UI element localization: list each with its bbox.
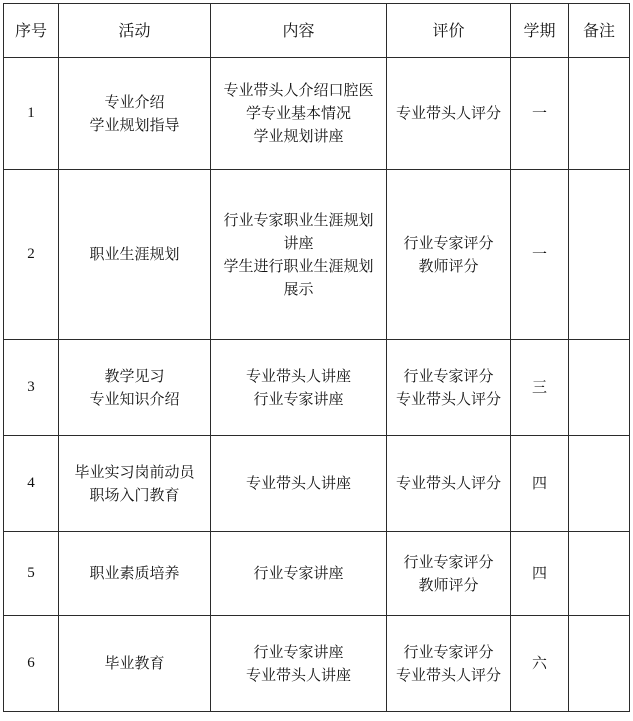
content-cell-line: 专业带头人讲座 (245, 665, 351, 684)
seq-cell: 6 (4, 616, 59, 712)
header-content: 内容 (211, 4, 387, 58)
remark-cell (569, 616, 630, 712)
table-row (4, 532, 630, 616)
content-cell (211, 58, 387, 170)
content-cell-line: 讲座 (283, 233, 314, 252)
evaluation-cell (387, 436, 511, 532)
activity-cell (59, 532, 211, 616)
content-cell-line: 学生进行职业生涯规划 (223, 256, 374, 275)
evaluation-cell-line: 行业专家评分 (403, 642, 494, 661)
activity-cell (59, 616, 211, 712)
seq-cell: 2 (4, 170, 59, 340)
term-cell: 四 (511, 532, 569, 616)
content-cell-line: 专业带头人讲座 (245, 474, 351, 492)
content-cell (211, 616, 387, 712)
evaluation-cell-line: 行业专家评分 (403, 366, 494, 385)
remark-cell (569, 436, 630, 532)
term-cell: 四 (511, 436, 569, 532)
header-activity: 活动 (59, 4, 211, 58)
table-row (4, 170, 630, 340)
activity-cell-line: 专业知识介绍 (89, 389, 180, 408)
activity-cell (59, 58, 211, 170)
evaluation-cell (387, 170, 511, 340)
header-remark: 备注 (569, 4, 630, 58)
activity-cell (59, 170, 211, 340)
content-cell-line: 学专业基本情况 (245, 104, 351, 122)
seq-cell: 3 (4, 340, 59, 436)
header-seq: 序号 (4, 4, 59, 58)
table-header-row (4, 4, 630, 58)
evaluation-cell-line: 教师评分 (418, 256, 479, 275)
content-cell-line: 专业带头人讲座 (245, 366, 351, 385)
activity-schedule-table (3, 3, 630, 712)
remark-cell (569, 532, 630, 616)
remark-cell (569, 340, 630, 436)
evaluation-cell (387, 340, 511, 436)
seq-cell: 5 (4, 532, 59, 616)
activity-cell-line: 教学见习 (104, 366, 165, 385)
evaluation-cell (387, 616, 511, 712)
remark-cell (569, 58, 630, 170)
term-cell: 一 (511, 58, 569, 170)
content-cell (211, 170, 387, 340)
activity-cell (59, 436, 211, 532)
activity-cell-line: 毕业教育 (104, 654, 165, 672)
content-cell-line: 行业专家讲座 (253, 564, 344, 582)
header-term: 学期 (511, 4, 569, 58)
evaluation-cell-line: 教师评分 (418, 575, 479, 594)
content-cell (211, 340, 387, 436)
content-cell-line: 学业规划讲座 (253, 127, 344, 145)
table-row (4, 616, 630, 712)
evaluation-cell-line: 专业带头人评分 (395, 104, 501, 122)
content-cell-line: 行业专家职业生涯规划 (223, 210, 374, 229)
evaluation-cell-line: 行业专家评分 (403, 233, 494, 252)
evaluation-cell-line: 专业带头人评分 (395, 474, 501, 492)
content-cell-line: 行业专家讲座 (253, 389, 344, 408)
evaluation-cell-line: 行业专家评分 (403, 552, 494, 571)
table-row (4, 58, 630, 170)
activity-cell-line: 专业介绍 (104, 92, 165, 111)
activity-cell (59, 340, 211, 436)
content-cell (211, 436, 387, 532)
evaluation-cell (387, 58, 511, 170)
evaluation-cell-line: 专业带头人评分 (395, 665, 501, 684)
table-row (4, 436, 630, 532)
remark-cell (569, 170, 630, 340)
evaluation-cell-line: 专业带头人评分 (395, 389, 501, 408)
seq-cell: 4 (4, 436, 59, 532)
seq-cell: 1 (4, 58, 59, 170)
header-evaluation: 评价 (387, 4, 511, 58)
activity-cell-line: 职业生涯规划 (89, 245, 180, 263)
content-cell (211, 532, 387, 616)
evaluation-cell (387, 532, 511, 616)
term-cell: 六 (511, 616, 569, 712)
activity-cell-line: 职业素质培养 (89, 564, 180, 582)
table-row (4, 340, 630, 436)
activity-cell-line: 职场入门教育 (89, 485, 180, 504)
activity-cell-line: 学业规划指导 (89, 115, 180, 134)
term-cell: 一 (511, 170, 569, 340)
content-cell-line: 行业专家讲座 (253, 642, 344, 661)
content-cell-line: 专业带头人介绍口腔医 (223, 81, 374, 99)
term-cell: 三 (511, 340, 569, 436)
activity-cell-line: 毕业实习岗前动员 (74, 462, 195, 481)
content-cell-line: 展示 (283, 279, 314, 298)
